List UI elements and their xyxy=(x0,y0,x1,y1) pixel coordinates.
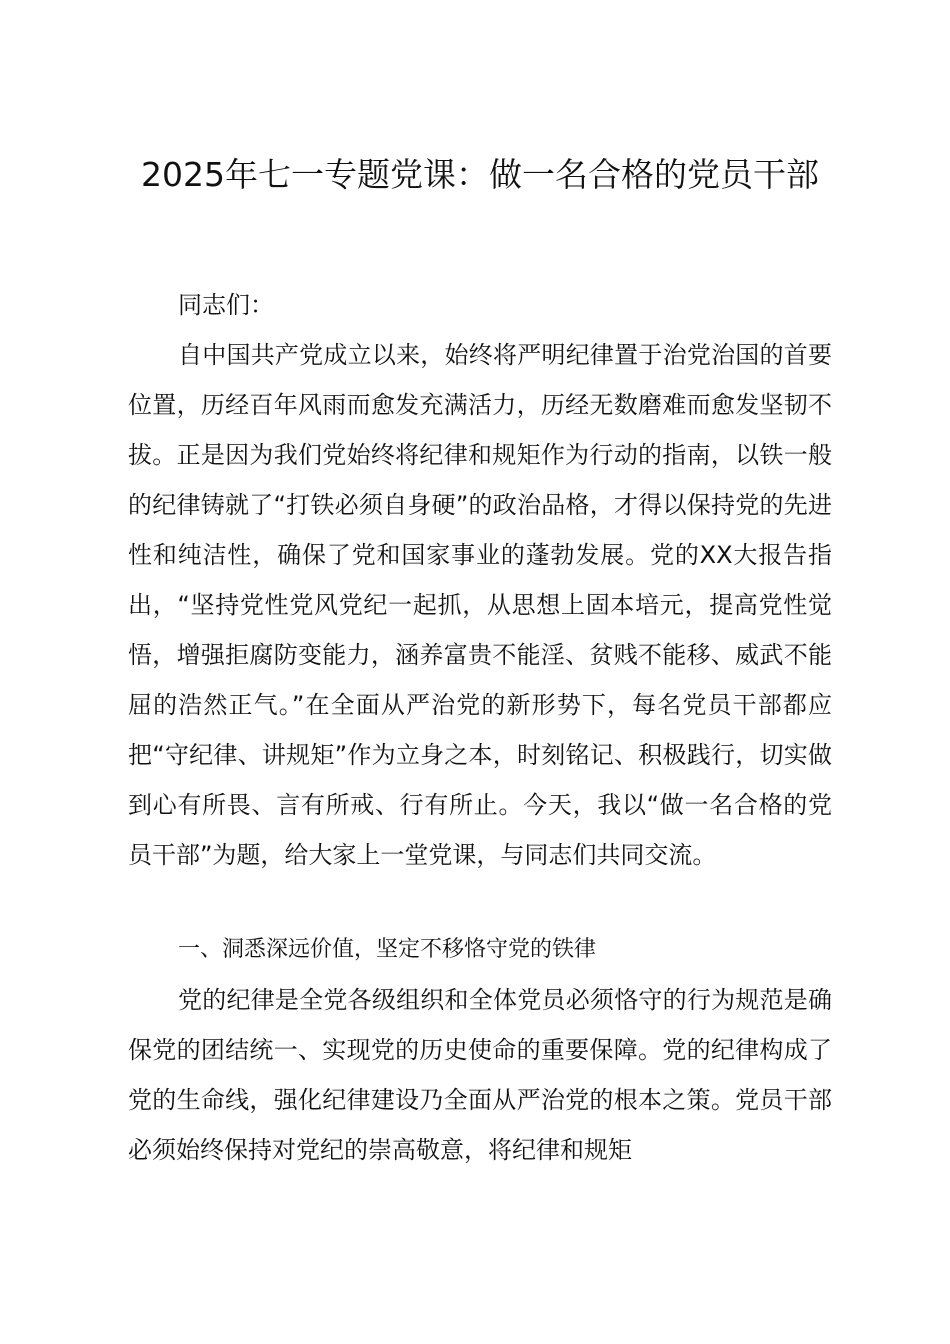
document-title: 2025年七一专题党课：做一名合格的党员干部 xyxy=(141,155,819,194)
salutation: 同志们： xyxy=(178,291,274,319)
section-heading-1: 一、洞悉深远价值，坚定不移恪守党的铁律 xyxy=(178,937,597,962)
paragraph-section-1: 党的纪律是全党各级组织和全体党员必须恪守的行为规范是确保党的团结统一、实现党的历史使命的重要保障。党的纪律构成了党的生命线，强化纪律建设乃全面从严治党的根本之策。党员干部必须始终保持对党纪的崇高敬意，将纪律和规矩 xyxy=(128,986,832,1164)
paragraph-intro: 自中国共产党成立以来，始终将严明纪律置于治党治国的首要位置，历经百年风雨而愈发充满活力，历经无数磨难而愈发坚韧不拔。正是因为我们党始终将纪律和规矩作为行动的指南，以铁一般的纪律铸就了“打铁必须自身硬”的政治品格，才得以保持党的先进性和纯洁性，确保了党和国家事业的蓬勃发展。党的XX大报告指出，“坚持党性党风党纪一起抓，从思想上固本培元，提高党性觉悟，增强拒腐防变能力，涵养富贵不能淫、贫贱不能移、威武不能屈的浩然正气。”在全面从严治党的新形势下，每名党员干部都应把“守纪律、讲规矩”作为立身之本，时刻铭记、积极践行，切实做到心有所畏、言有所戒、行有所止。今天，我以“做一名合格的党员干部”为题，给大家上一堂党课，与同志们共同交流。 xyxy=(128,341,832,869)
